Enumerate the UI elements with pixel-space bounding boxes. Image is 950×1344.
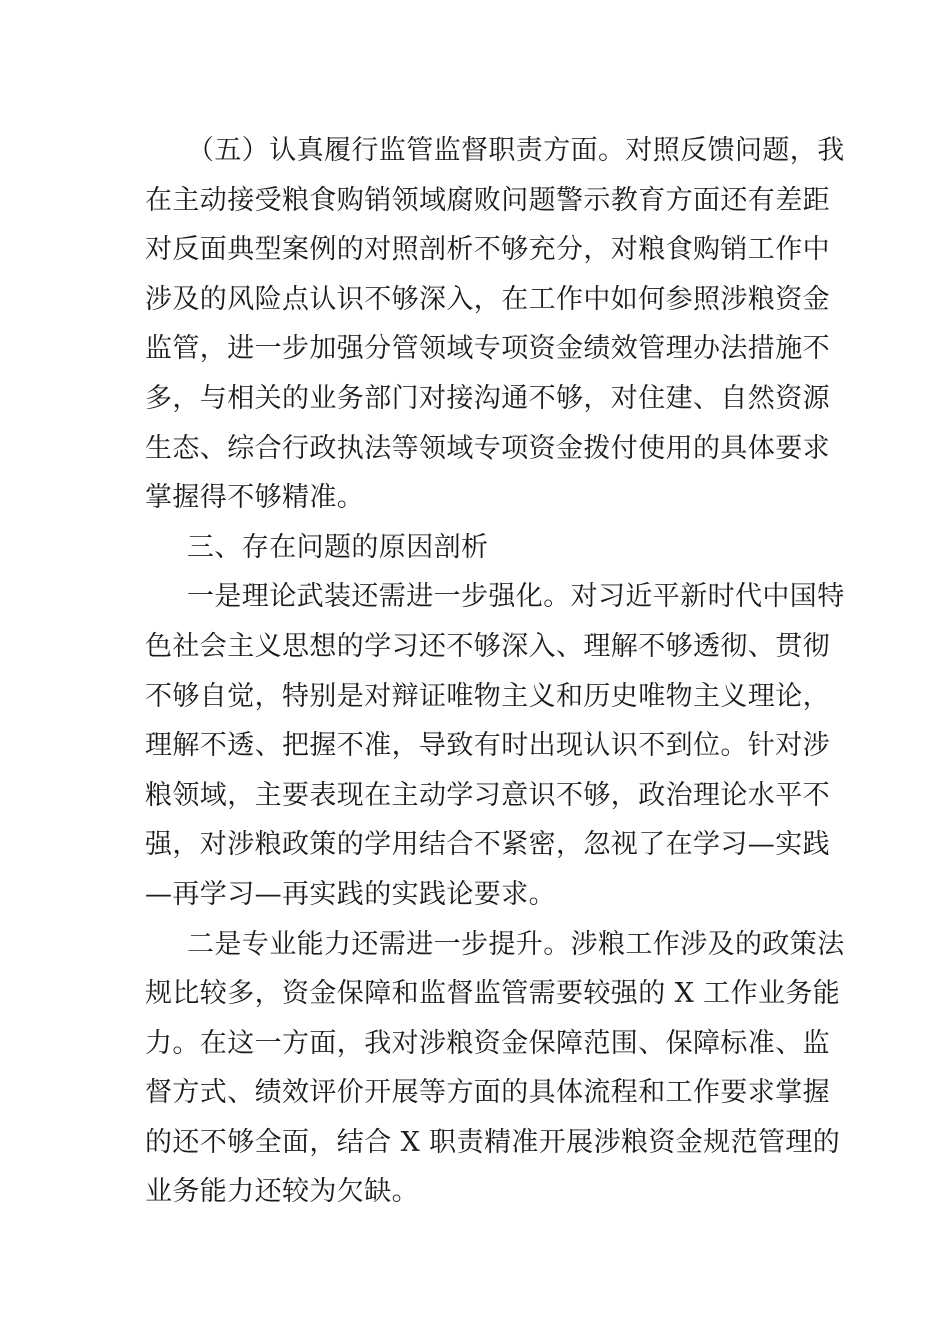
- paragraph-line: 监管，进一步加强分管领域专项资金绩效管理办法措施不: [145, 333, 830, 365]
- paragraph-cause-1: [145, 572, 845, 919]
- paragraph-line: 的还不够全面，结合 X 职责精准开展涉粮资金规范管理的: [145, 1126, 841, 1158]
- paragraph-line: 生态、综合行政执法等领域专项资金拨付使用的具体要求: [145, 432, 830, 464]
- document-body: [145, 126, 845, 1217]
- paragraph-line: 强，对涉粮政策的学用结合不紧密，忽视了在学习—实践: [145, 829, 830, 861]
- paragraph-line: 多，与相关的业务部门对接沟通不够，对住建、自然资源: [145, 382, 830, 414]
- paragraph-line: 涉及的风险点认识不够深入，在工作中如何参照涉粮资金: [145, 283, 830, 315]
- paragraph-line: —再学习—再实践的实践论要求。: [145, 878, 556, 910]
- paragraph-line: 二是专业能力还需进一步提升。涉粮工作涉及的政策法: [187, 928, 845, 960]
- paragraph-line: 规比较多，资金保障和监督监管需要较强的 X 工作业务能: [145, 978, 841, 1010]
- paragraph-line: 粮领域，主要表现在主动学习意识不够，政治理论水平不: [145, 779, 830, 811]
- paragraph-cause-2: [145, 920, 845, 1218]
- section-heading: 三、存在问题的原因剖析: [187, 531, 489, 563]
- paragraph-line: 一是理论武装还需进一步强化。对习近平新时代中国特: [187, 581, 845, 613]
- paragraph-line: （五）认真履行监管监督职责方面。对照反馈问题，我: [187, 135, 845, 166]
- paragraph-line: 不够自觉，特别是对辩证唯物主义和历史唯物主义理论，: [145, 680, 830, 712]
- paragraph-line: 色社会主义思想的学习还不够深入、理解不够透彻、贯彻: [145, 630, 830, 662]
- paragraph-line: 掌握得不够精准。: [145, 482, 365, 514]
- paragraph-line: 力。在这一方面，我对涉粮资金保障范围、保障标准、监: [145, 1027, 830, 1059]
- paragraph-line: 在主动接受粮食购销领域腐败问题警示教育方面还有差距: [145, 184, 830, 216]
- paragraph-line: 对反面典型案例的对照剖析不够充分，对粮食购销工作中: [145, 234, 830, 266]
- paragraph-section-5: [145, 126, 845, 523]
- paragraph-line: 督方式、绩效评价开展等方面的具体流程和工作要求掌握: [145, 1077, 830, 1109]
- paragraph-line: 理解不透、把握不准，导致有时出现认识不到位。针对涉: [145, 730, 830, 762]
- paragraph-line: 业务能力还较为欠缺。: [145, 1176, 419, 1208]
